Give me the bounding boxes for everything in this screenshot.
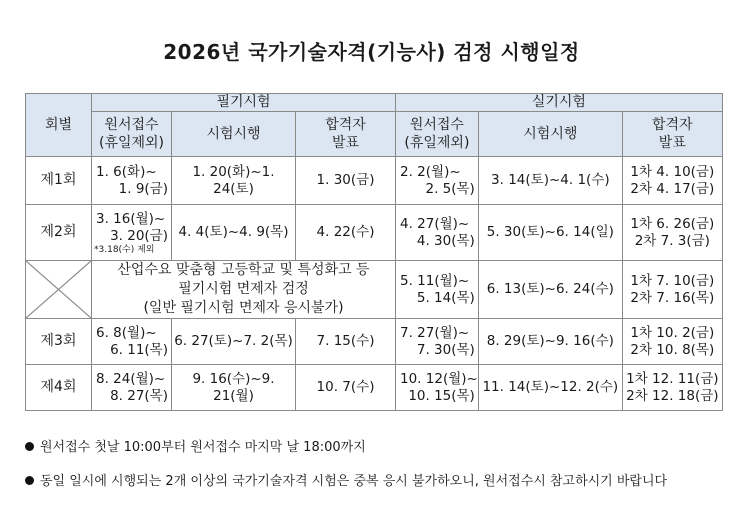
written-exam-period: 9. 16(수)~9. 21(월) [172,365,296,411]
header-app-line2: (휴일제외) [98,135,165,151]
written-pass-date: 1. 30(금) [296,157,396,205]
written-exam-period: 4. 4(토)~4. 9(목) [172,205,296,261]
practical-pass-dates: 1차 7. 10(금) 2차 7. 16(목) [622,261,722,319]
note-application-hours: 원서접수 첫날 10:00부터 원서접수 마지막 날 18:00까지 [25,436,366,455]
practical-application-period: 4. 27(월)~ 4. 30(목) [396,205,479,261]
written-pass-date: 7. 15(수) [296,319,396,365]
header-pass-line2: 발표 [331,135,360,151]
header-practical-exam: 실기시험 [396,94,723,112]
header-pass-line2: 발표 [658,135,686,151]
round-label: 제2회 [26,205,92,261]
bullet-icon [25,476,34,485]
header-practical-application [396,112,479,157]
exclusion-note: *3.18(수) 제외 [94,244,155,255]
written-application-period: 1. 6(화)~ 1. 9(금) [92,157,172,205]
header-round: 회별 [26,94,92,157]
header-pass-line1: 합격자 [652,117,693,133]
page-title: 2026년 국가기술자격(기능사) 검정 시행일정 [163,40,580,64]
written-application-period: 3. 16(월)~ 3. 20(금) *3.18(수) 제외 [92,205,172,261]
practical-pass-dates: 1차 6. 26(금) 2차 7. 3(금) [622,205,722,261]
written-exam-period: 1. 20(화)~1. 24(토) [172,157,296,205]
header-written-exam-date: 시험시행 [172,112,296,157]
header-app-line1: 원서접수 [104,117,159,133]
exam-schedule-table [25,93,723,411]
practical-pass-dates: 1차 10. 2(금) 2차 10. 8(목) [622,319,722,365]
practical-application-period: 2. 2(월)~ 2. 5(목) [396,157,479,205]
practical-exam-period: 11. 14(토)~12. 2(수) [478,365,622,411]
header-app-line2: (휴일제외) [404,135,470,151]
table-row [26,261,723,319]
header-pass-line1: 합격자 [325,117,366,133]
header-written-exam: 필기시험 [92,94,396,112]
written-pass-date: 4. 22(수) [296,205,396,261]
practical-application-period: 5. 11(월)~ 5. 14(목) [396,261,479,319]
table-row [26,157,723,205]
cross-mark-icon [26,261,91,318]
practical-exam-period: 8. 29(토)~9. 16(수) [478,319,622,365]
table-row [26,319,723,365]
empty-crossed-cell [26,261,92,319]
table-row [26,365,723,411]
written-application-period: 6. 8(월)~ 6. 11(목) [92,319,172,365]
practical-exam-period: 3. 14(토)~4. 1(수) [478,157,622,205]
header-written-pass [296,112,396,157]
practical-exam-period: 5. 30(토)~6. 14(일) [478,205,622,261]
written-exam-period: 6. 27(토)~7. 2(목) [172,319,296,365]
header-app-line1: 원서접수 [409,117,464,133]
round-label: 제3회 [26,319,92,365]
round-label: 제1회 [26,157,92,205]
written-application-period: 8. 24(월)~ 8. 27(목) [92,365,172,411]
practical-pass-dates: 1차 4. 10(금) 2차 4. 17(금) [622,157,722,205]
table-row [26,205,723,261]
note-duplicate-application: 동일 일시에 시행되는 2개 이상의 국가기술자격 시험은 중복 응시 불가하오니, 원서접수시 참고하시기 바랍니다 [25,470,667,489]
practical-exam-period: 6. 13(토)~6. 24(수) [478,261,622,319]
header-practical-pass [622,112,722,157]
header-written-application [92,112,172,157]
header-practical-exam-date: 시험시행 [478,112,622,157]
practical-application-period: 7. 27(월)~ 7. 30(목) [396,319,479,365]
practical-pass-dates: 1차 12. 11(금) 2차 12. 18(금) [622,365,722,411]
bullet-icon [25,442,34,451]
round-label: 제4회 [26,365,92,411]
practical-application-period: 10. 12(월)~ 10. 15(목) [396,365,479,411]
written-pass-date: 10. 7(수) [296,365,396,411]
exempt-candidate-notice: 산업수요 맞춤형 고등학교 및 특성화고 등 필기시험 면제자 검정 (일반 필기시험 면제자 응시불가) [92,261,396,319]
